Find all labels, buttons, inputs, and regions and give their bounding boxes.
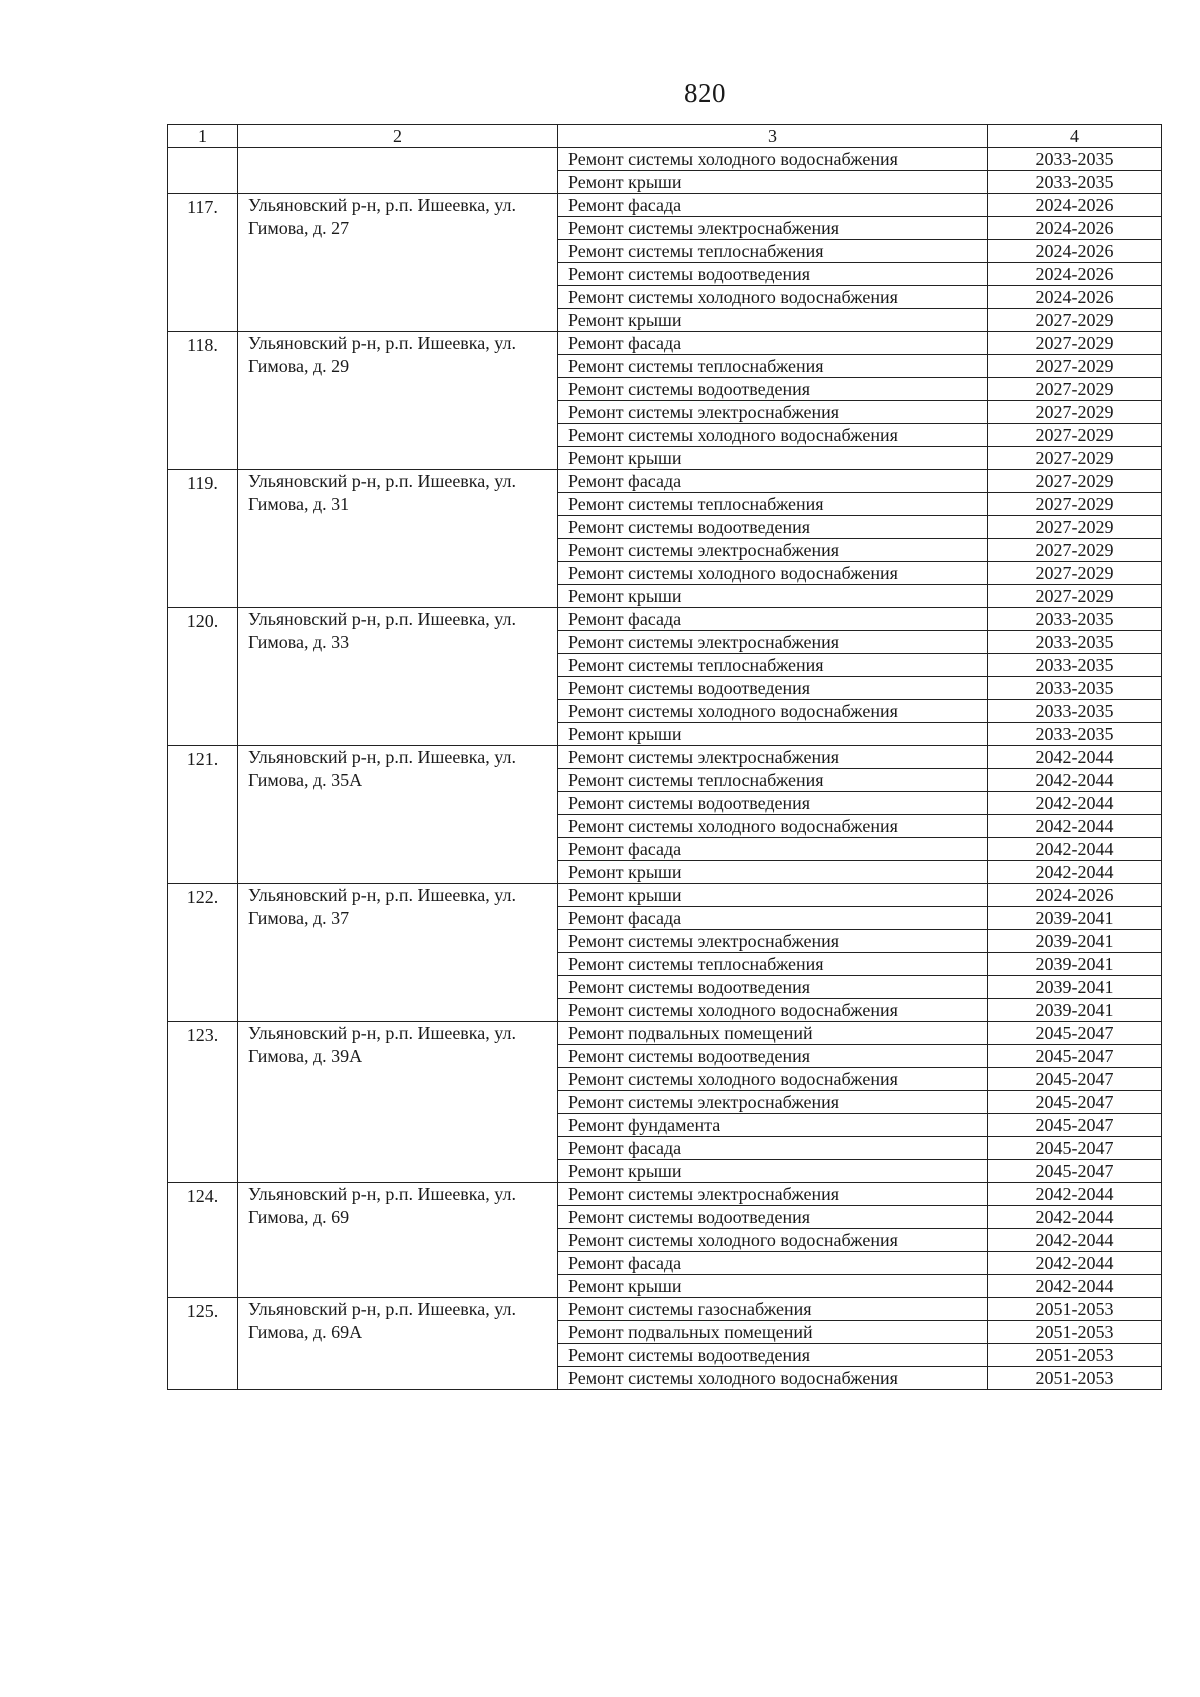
period-cell: 2051-2053 (988, 1367, 1162, 1390)
table-row (168, 884, 1162, 907)
work-type-cell: Ремонт фундамента (558, 1114, 988, 1137)
period-cell: 2051-2053 (988, 1321, 1162, 1344)
period-cell: 2042-2044 (988, 1229, 1162, 1252)
period-cell: 2039-2041 (988, 976, 1162, 999)
work-type-cell: Ремонт фасада (558, 332, 988, 355)
work-type-cell: Ремонт системы электроснабжения (558, 401, 988, 424)
period-cell: 2033-2035 (988, 148, 1162, 171)
header-col-4: 4 (988, 125, 1162, 148)
period-cell: 2042-2044 (988, 838, 1162, 861)
table-row (168, 470, 1162, 493)
period-cell: 2024-2026 (988, 240, 1162, 263)
work-type-cell: Ремонт системы теплоснабжения (558, 953, 988, 976)
period-cell: 2042-2044 (988, 1275, 1162, 1298)
period-cell: 2027-2029 (988, 470, 1162, 493)
address-cell: Ульяновский р-н, р.п. Ишеевка, ул. Гимова, д. 69А (238, 1298, 558, 1390)
row-number-cell: 119. (168, 470, 238, 608)
period-cell: 2027-2029 (988, 493, 1162, 516)
row-number-cell: 125. (168, 1298, 238, 1390)
table-row (168, 1022, 1162, 1045)
work-type-cell: Ремонт системы электроснабжения (558, 1091, 988, 1114)
work-type-cell: Ремонт подвальных помещений (558, 1022, 988, 1045)
period-cell: 2033-2035 (988, 677, 1162, 700)
header-col-2: 2 (238, 125, 558, 148)
period-cell: 2024-2026 (988, 194, 1162, 217)
work-type-cell: Ремонт системы холодного водоснабжения (558, 286, 988, 309)
table-row (168, 1298, 1162, 1321)
row-number-cell: 124. (168, 1183, 238, 1298)
period-cell: 2042-2044 (988, 792, 1162, 815)
work-type-cell: Ремонт системы водоотведения (558, 1045, 988, 1068)
work-type-cell: Ремонт крыши (558, 1275, 988, 1298)
period-cell: 2033-2035 (988, 723, 1162, 746)
row-number-cell: 121. (168, 746, 238, 884)
period-cell: 2027-2029 (988, 378, 1162, 401)
work-type-cell: Ремонт системы теплоснабжения (558, 493, 988, 516)
address-cell: Ульяновский р-н, р.п. Ишеевка, ул. Гимова, д. 33 (238, 608, 558, 746)
work-type-cell: Ремонт системы водоотведения (558, 1206, 988, 1229)
work-type-cell: Ремонт крыши (558, 723, 988, 746)
work-type-cell: Ремонт фасада (558, 838, 988, 861)
work-type-cell: Ремонт системы холодного водоснабжения (558, 148, 988, 171)
work-type-cell: Ремонт системы холодного водоснабжения (558, 1068, 988, 1091)
work-type-cell: Ремонт системы холодного водоснабжения (558, 815, 988, 838)
work-type-cell: Ремонт крыши (558, 861, 988, 884)
period-cell: 2045-2047 (988, 1022, 1162, 1045)
work-type-cell: Ремонт системы теплоснабжения (558, 654, 988, 677)
work-type-cell: Ремонт системы холодного водоснабжения (558, 424, 988, 447)
period-cell: 2045-2047 (988, 1160, 1162, 1183)
table-row (168, 1183, 1162, 1206)
work-type-cell: Ремонт системы водоотведения (558, 1344, 988, 1367)
address-cell: Ульяновский р-н, р.п. Ишеевка, ул. Гимова, д. 27 (238, 194, 558, 332)
work-type-cell: Ремонт системы холодного водоснабжения (558, 1229, 988, 1252)
header-col-1: 1 (168, 125, 238, 148)
work-type-cell: Ремонт крыши (558, 447, 988, 470)
period-cell: 2045-2047 (988, 1137, 1162, 1160)
work-type-cell: Ремонт системы теплоснабжения (558, 355, 988, 378)
work-type-cell: Ремонт системы холодного водоснабжения (558, 700, 988, 723)
period-cell: 2027-2029 (988, 401, 1162, 424)
period-cell: 2042-2044 (988, 746, 1162, 769)
period-cell: 2039-2041 (988, 953, 1162, 976)
period-cell: 2039-2041 (988, 930, 1162, 953)
period-cell: 2042-2044 (988, 815, 1162, 838)
period-cell: 2033-2035 (988, 700, 1162, 723)
row-number-cell (168, 148, 238, 194)
work-type-cell: Ремонт системы электроснабжения (558, 631, 988, 654)
period-cell: 2042-2044 (988, 861, 1162, 884)
work-type-cell: Ремонт системы водоотведения (558, 792, 988, 815)
period-cell: 2027-2029 (988, 355, 1162, 378)
period-cell: 2027-2029 (988, 562, 1162, 585)
table-row (168, 746, 1162, 769)
work-type-cell: Ремонт крыши (558, 171, 988, 194)
period-cell: 2033-2035 (988, 631, 1162, 654)
period-cell: 2042-2044 (988, 1252, 1162, 1275)
work-type-cell: Ремонт фасада (558, 1137, 988, 1160)
period-cell: 2024-2026 (988, 884, 1162, 907)
work-type-cell: Ремонт системы электроснабжения (558, 930, 988, 953)
address-cell: Ульяновский р-н, р.п. Ишеевка, ул. Гимова, д. 35А (238, 746, 558, 884)
period-cell: 2027-2029 (988, 447, 1162, 470)
work-type-cell: Ремонт системы водоотведения (558, 976, 988, 999)
row-number-cell: 117. (168, 194, 238, 332)
period-cell: 2045-2047 (988, 1114, 1162, 1137)
table-row (168, 608, 1162, 631)
period-cell: 2039-2041 (988, 999, 1162, 1022)
period-cell: 2051-2053 (988, 1344, 1162, 1367)
address-cell: Ульяновский р-н, р.п. Ишеевка, ул. Гимова, д. 39А (238, 1022, 558, 1183)
table-row (168, 148, 1162, 171)
work-type-cell: Ремонт системы водоотведения (558, 263, 988, 286)
period-cell: 2051-2053 (988, 1298, 1162, 1321)
period-cell: 2033-2035 (988, 654, 1162, 677)
work-type-cell: Ремонт системы теплоснабжения (558, 769, 988, 792)
period-cell: 2027-2029 (988, 424, 1162, 447)
work-type-cell: Ремонт системы водоотведения (558, 516, 988, 539)
period-cell: 2027-2029 (988, 332, 1162, 355)
period-cell: 2027-2029 (988, 309, 1162, 332)
period-cell: 2042-2044 (988, 1206, 1162, 1229)
period-cell: 2042-2044 (988, 769, 1162, 792)
table-row (168, 194, 1162, 217)
period-cell: 2024-2026 (988, 263, 1162, 286)
work-type-cell: Ремонт подвальных помещений (558, 1321, 988, 1344)
work-type-cell: Ремонт системы электроснабжения (558, 746, 988, 769)
work-type-cell: Ремонт системы холодного водоснабжения (558, 999, 988, 1022)
address-cell: Ульяновский р-н, р.п. Ишеевка, ул. Гимова, д. 69 (238, 1183, 558, 1298)
work-type-cell: Ремонт системы газоснабжения (558, 1298, 988, 1321)
work-type-cell: Ремонт фасада (558, 1252, 988, 1275)
address-cell: Ульяновский р-н, р.п. Ишеевка, ул. Гимова, д. 31 (238, 470, 558, 608)
work-type-cell: Ремонт крыши (558, 309, 988, 332)
row-number-cell: 120. (168, 608, 238, 746)
work-type-cell: Ремонт фасада (558, 907, 988, 930)
work-type-cell: Ремонт системы холодного водоснабжения (558, 562, 988, 585)
period-cell: 2027-2029 (988, 585, 1162, 608)
work-type-cell: Ремонт фасада (558, 194, 988, 217)
capital-repair-table (167, 124, 1162, 1390)
header-col-3: 3 (558, 125, 988, 148)
table-row (168, 332, 1162, 355)
period-cell: 2042-2044 (988, 1183, 1162, 1206)
period-cell: 2039-2041 (988, 907, 1162, 930)
page-number: 820 (684, 78, 726, 108)
work-type-cell: Ремонт крыши (558, 884, 988, 907)
period-cell: 2045-2047 (988, 1068, 1162, 1091)
work-type-cell: Ремонт фасада (558, 608, 988, 631)
period-cell: 2045-2047 (988, 1091, 1162, 1114)
work-type-cell: Ремонт системы водоотведения (558, 378, 988, 401)
work-type-cell: Ремонт крыши (558, 585, 988, 608)
period-cell: 2027-2029 (988, 539, 1162, 562)
period-cell: 2024-2026 (988, 286, 1162, 309)
row-number-cell: 122. (168, 884, 238, 1022)
period-cell: 2024-2026 (988, 217, 1162, 240)
row-number-cell: 118. (168, 332, 238, 470)
work-type-cell: Ремонт крыши (558, 1160, 988, 1183)
work-type-cell: Ремонт системы водоотведения (558, 677, 988, 700)
address-cell: Ульяновский р-н, р.п. Ишеевка, ул. Гимова, д. 37 (238, 884, 558, 1022)
work-type-cell: Ремонт системы холодного водоснабжения (558, 1367, 988, 1390)
work-type-cell: Ремонт фасада (558, 470, 988, 493)
period-cell: 2045-2047 (988, 1045, 1162, 1068)
period-cell: 2027-2029 (988, 516, 1162, 539)
work-type-cell: Ремонт системы теплоснабжения (558, 240, 988, 263)
work-type-cell: Ремонт системы электроснабжения (558, 539, 988, 562)
address-cell: Ульяновский р-н, р.п. Ишеевка, ул. Гимова, д. 29 (238, 332, 558, 470)
row-number-cell: 123. (168, 1022, 238, 1183)
table-body (168, 148, 1162, 1390)
work-type-cell: Ремонт системы электроснабжения (558, 217, 988, 240)
period-cell: 2033-2035 (988, 171, 1162, 194)
capital-repair-table-container (167, 124, 1161, 1390)
address-cell (238, 148, 558, 194)
period-cell: 2033-2035 (988, 608, 1162, 631)
work-type-cell: Ремонт системы электроснабжения (558, 1183, 988, 1206)
table-header-row (168, 125, 1162, 148)
